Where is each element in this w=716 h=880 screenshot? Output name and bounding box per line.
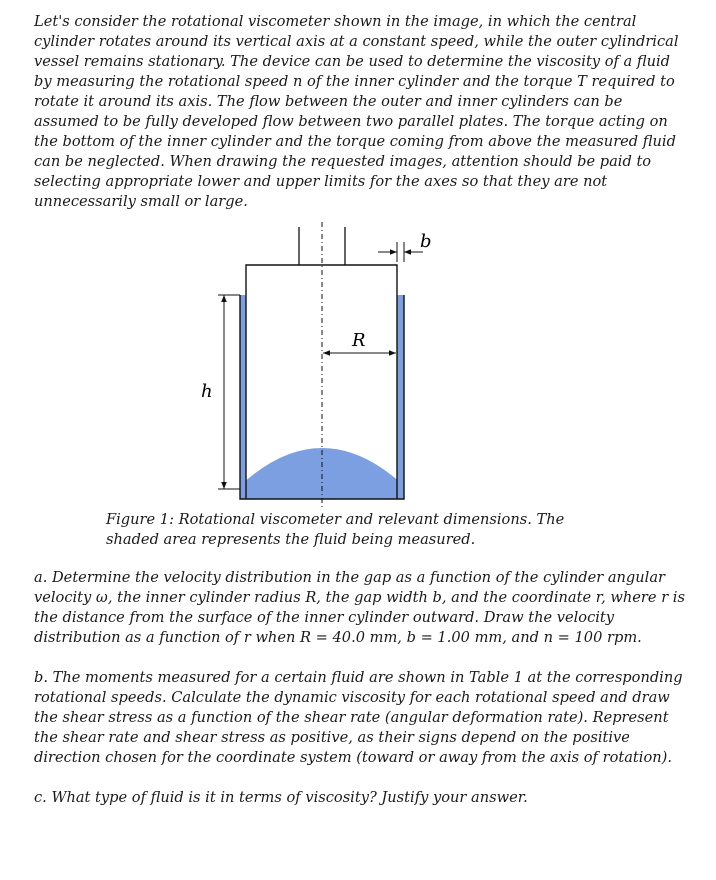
viscometer-figure bbox=[190, 222, 450, 510]
fluid-right-gap bbox=[397, 295, 404, 499]
question-a: a. Determine the velocity distribution in the gap as a function of the cylinder angular velocity ω, the inner cylinder radius R, the gap width b, and the coordinate r, where r is the distance from the surface of the inner cylinder outward. Draw the velocity distribution as a function of r when R = 40.0 mm, b = 1.00 mm, and n = 100 rpm. bbox=[34, 569, 685, 646]
label-h: h bbox=[201, 381, 213, 402]
label-R: R bbox=[352, 330, 366, 351]
intro-paragraph: Let's consider the rotational viscometer shown in the image, in which the central cylinder rotates around its vertical axis at a constant speed, while the outer cylindrical vessel remains stationary. The device can be used to determine the viscosity of a fluid by measuring the rotational speed n of the inner cylinder and the torque T required to rotate it around its axis. The flow between the outer and inner cylinders can be assumed to be fully developed flow between two parallel plates. The torque acting on the bottom of the inner cylinder and the torque coming from above the measured fluid can be neglected. When drawing the requested images, attention should be paid to selecting appropriate lower and upper limits for the axes so that they are not unnecessarily small or large. bbox=[34, 13, 679, 210]
fluid-left-gap bbox=[240, 295, 246, 499]
label-b: b bbox=[420, 231, 432, 252]
fluid-region bbox=[240, 295, 404, 499]
question-b: b. The moments measured for a certain fluid are shown in Table 1 at the corresponding rotational speeds. Calculate the dynamic viscosity for each rotational speed and draw the shear stress as a function of the shear rate (angular deformation rate). Represent the shear rate and shear stress as positive, as their signs depend on the positive direction chosen for the coordinate system (toward or away from the axis of rotation). bbox=[34, 669, 683, 766]
question-c: c. What type of fluid is it in terms of viscosity? Justify your answer. bbox=[34, 789, 528, 806]
figure-caption: Figure 1: Rotational viscometer and relevant dimensions. The shaded area represents the fluid being measured. bbox=[106, 511, 565, 548]
